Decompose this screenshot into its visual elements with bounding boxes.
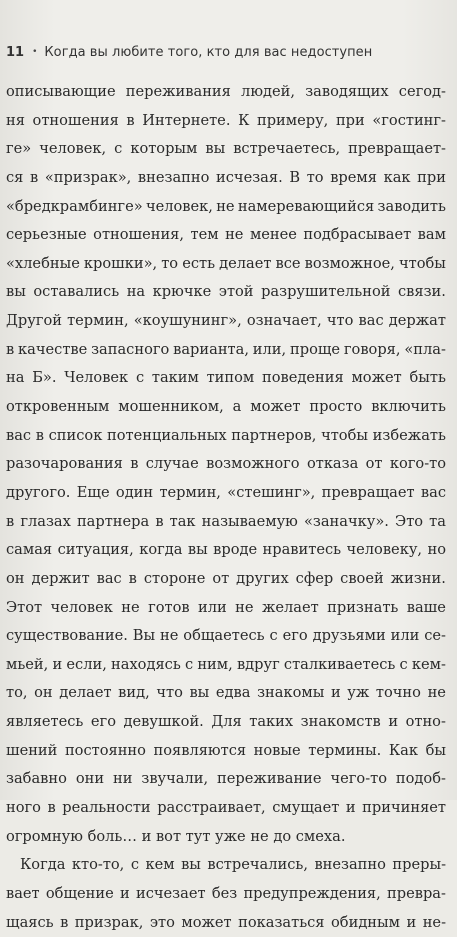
word: избежать xyxy=(372,426,446,444)
word: человек, xyxy=(145,197,213,215)
word: кого-то xyxy=(389,455,446,473)
word: друзьями xyxy=(312,627,386,645)
word: ситуация, xyxy=(57,541,134,559)
word: варианта, xyxy=(173,340,249,358)
text-line: огромную боль… и вот тут уже не до смеха. xyxy=(6,827,346,845)
word: Б». xyxy=(32,369,57,387)
text-line xyxy=(6,250,446,279)
word: говоря, xyxy=(343,340,401,358)
word: может xyxy=(181,913,232,931)
text-line xyxy=(6,565,446,594)
word: исчезая. xyxy=(216,168,283,186)
word: в xyxy=(47,799,56,817)
word: и xyxy=(330,684,341,702)
word: кем xyxy=(145,856,175,874)
word: обидным xyxy=(331,913,400,931)
word: встречались, xyxy=(207,856,308,874)
word: оставались xyxy=(33,283,120,301)
word: быть xyxy=(409,369,446,387)
word: Когда xyxy=(20,856,66,874)
word: в xyxy=(60,913,69,931)
word: вы xyxy=(6,283,26,301)
word: термин, xyxy=(67,312,129,330)
word: другого. xyxy=(6,483,71,501)
word: но xyxy=(427,541,446,559)
word: описывающие xyxy=(6,83,116,100)
word: подбрасывает xyxy=(303,226,412,244)
word: вы xyxy=(189,684,210,702)
word: потенциальных xyxy=(107,426,227,444)
chapter-title: Когда вы любите того, кто для вас недоступен xyxy=(44,44,373,60)
word: исчезает xyxy=(136,884,206,902)
word: предупреждения, xyxy=(243,884,381,902)
word: и xyxy=(406,913,417,931)
word: мьей, xyxy=(6,655,49,673)
word: термин, xyxy=(159,483,221,501)
word: просто xyxy=(309,398,363,416)
word: вы xyxy=(205,140,226,158)
word: а xyxy=(232,398,242,416)
word: превращает xyxy=(321,483,415,501)
word: или xyxy=(198,598,227,616)
word: поведения xyxy=(262,369,344,387)
word: крючке xyxy=(152,283,212,301)
word: держит xyxy=(31,569,90,587)
word: ни xyxy=(112,770,133,788)
word: переживание xyxy=(217,770,322,788)
word: подоб- xyxy=(395,770,446,788)
word: намеревающийся xyxy=(237,197,375,215)
word: разочарования xyxy=(6,455,123,473)
word: причиняет xyxy=(362,799,446,817)
word: забавно xyxy=(6,770,67,788)
word: вы xyxy=(187,541,208,559)
word: жизни. xyxy=(390,569,446,587)
word: то xyxy=(306,168,324,186)
word: связи. xyxy=(398,283,446,301)
word: «стешинг», xyxy=(227,483,316,501)
word: ваше xyxy=(406,598,446,616)
word: своей xyxy=(340,569,384,587)
word: переживания xyxy=(125,83,231,100)
word: в xyxy=(155,512,164,530)
word: которым xyxy=(130,140,198,158)
word: готов xyxy=(148,598,190,616)
word: запасного xyxy=(91,340,170,358)
word: то, xyxy=(6,684,28,702)
word: «бредкрамбинге» xyxy=(6,197,143,215)
text-line xyxy=(6,193,446,222)
text-line xyxy=(6,909,446,937)
word: человек, xyxy=(39,140,107,158)
word: он xyxy=(34,684,53,702)
word: держат xyxy=(388,312,446,330)
word: превращает- xyxy=(348,140,446,158)
word: типом xyxy=(206,369,255,387)
word: в xyxy=(128,569,137,587)
word: когда xyxy=(139,541,183,559)
text-line xyxy=(6,278,446,307)
word: при xyxy=(417,168,446,186)
word: случае xyxy=(145,455,199,473)
word: Другой xyxy=(6,312,62,330)
word: се- xyxy=(424,627,446,645)
word: Человек xyxy=(64,369,129,387)
header-separator: • xyxy=(32,47,38,57)
page-number: 11 xyxy=(6,44,25,60)
word: звучали, xyxy=(141,770,209,788)
word: крошки», xyxy=(83,254,158,272)
word: Еще xyxy=(76,483,110,501)
word: делает xyxy=(59,684,112,702)
word: он xyxy=(6,569,25,587)
word: кто-то, xyxy=(71,856,125,874)
word: вы xyxy=(181,856,201,874)
word: человеку, xyxy=(346,541,423,559)
word: заводящих xyxy=(305,83,389,100)
word: внезапно xyxy=(314,856,386,874)
text-line xyxy=(6,679,446,708)
word: Интернете. xyxy=(142,111,231,129)
word: не xyxy=(225,226,244,244)
text-line xyxy=(6,851,446,880)
word: общаетесь xyxy=(183,627,265,645)
word: кем- xyxy=(411,655,446,673)
word: бы xyxy=(425,741,446,759)
text-line xyxy=(6,794,446,823)
text-line xyxy=(6,422,446,451)
word: в xyxy=(130,455,139,473)
text-line xyxy=(6,393,446,422)
word: означает, xyxy=(246,312,322,330)
word: как xyxy=(383,168,411,186)
word: может xyxy=(351,369,402,387)
word: в xyxy=(6,340,15,358)
word: вам xyxy=(417,226,446,244)
word: серьезные xyxy=(6,226,87,244)
word: при xyxy=(335,111,365,129)
word: сфер xyxy=(295,569,334,587)
text-line xyxy=(6,479,446,508)
word: новые xyxy=(253,741,301,759)
word: не- xyxy=(422,913,446,931)
word: человек xyxy=(50,598,113,616)
word: они xyxy=(75,770,105,788)
word: называемую xyxy=(201,512,298,530)
word: этой xyxy=(218,283,254,301)
word: «гостинг- xyxy=(372,111,446,129)
word: чтобы xyxy=(399,254,446,272)
word: или xyxy=(390,627,420,645)
word: постоянно xyxy=(64,741,146,759)
text-line xyxy=(6,221,446,250)
word: возможное, xyxy=(304,254,395,272)
text-line xyxy=(6,164,446,193)
word: включить xyxy=(371,398,446,416)
word: вас xyxy=(6,426,32,444)
word: «пла- xyxy=(404,340,446,358)
word: отношения, xyxy=(93,226,185,244)
word: это xyxy=(149,913,175,931)
word: не xyxy=(235,598,254,616)
word: призрак, xyxy=(74,913,144,931)
word: девушкой. xyxy=(123,713,204,731)
word: то xyxy=(161,254,179,272)
word: качестве xyxy=(18,340,88,358)
text-line xyxy=(6,536,446,565)
word: показаться xyxy=(238,913,325,931)
word: ного xyxy=(6,799,41,817)
word: ся xyxy=(6,168,24,186)
word: в xyxy=(30,168,39,186)
word: чтобы xyxy=(321,426,368,444)
word: других xyxy=(236,569,289,587)
word: желает xyxy=(261,598,319,616)
running-header xyxy=(6,43,446,61)
text-line xyxy=(6,765,446,794)
word: не xyxy=(427,684,446,702)
text-line xyxy=(6,651,446,680)
word: от xyxy=(365,455,383,473)
word: К xyxy=(238,111,250,129)
word: ге» xyxy=(6,140,32,158)
word: вроде xyxy=(213,541,258,559)
word: «заначку». xyxy=(303,512,389,530)
word: Этот xyxy=(6,598,43,616)
word: откровенным xyxy=(6,398,110,416)
word: или, xyxy=(252,340,287,358)
text-line xyxy=(6,364,446,393)
text-line xyxy=(6,135,446,164)
word: встречаетесь, xyxy=(233,140,341,158)
word: что xyxy=(156,684,183,702)
word: в xyxy=(35,426,44,444)
word: термины. xyxy=(308,741,382,759)
word: и xyxy=(345,799,356,817)
text-line xyxy=(6,78,446,107)
word: отношения xyxy=(32,111,119,129)
word: без xyxy=(211,884,238,902)
word: ним, xyxy=(197,655,233,673)
word: мошенником, xyxy=(118,398,224,416)
word: его xyxy=(90,713,116,731)
word: Для xyxy=(211,713,242,731)
word: что xyxy=(326,312,354,330)
word: и xyxy=(52,655,63,673)
text-line xyxy=(6,594,446,623)
word: Это xyxy=(395,512,424,530)
word: ня xyxy=(6,111,25,129)
word: с xyxy=(135,369,145,387)
text-line xyxy=(6,307,446,336)
word: вид, xyxy=(118,684,150,702)
word: вас xyxy=(96,569,122,587)
word: так xyxy=(169,512,196,530)
word: тем xyxy=(190,226,219,244)
word: глазах xyxy=(20,512,71,530)
word: стороне xyxy=(143,569,206,587)
word: и xyxy=(120,884,130,902)
word: Вы xyxy=(132,627,156,645)
word: если, xyxy=(66,655,107,673)
body-text xyxy=(6,78,446,937)
word: «хлебные xyxy=(6,254,80,272)
word: разрушительной xyxy=(261,283,391,301)
text-line xyxy=(6,622,446,651)
word: может xyxy=(250,398,301,416)
word: та xyxy=(429,512,446,530)
word: самая xyxy=(6,541,53,559)
word: появляются xyxy=(153,741,247,759)
word: реальности xyxy=(62,799,151,817)
word: партнеров, xyxy=(231,426,317,444)
text-line xyxy=(6,107,446,136)
word: щаясь xyxy=(6,913,54,931)
word: менее xyxy=(249,226,297,244)
word: отно- xyxy=(405,713,446,731)
word: отказа xyxy=(306,455,359,473)
word: сегод- xyxy=(398,83,446,100)
word: знакомы xyxy=(257,684,325,702)
word: таких xyxy=(249,713,294,731)
word: преры- xyxy=(392,856,446,874)
word: на xyxy=(126,283,146,301)
word: вдруг xyxy=(236,655,280,673)
word: существование. xyxy=(6,627,128,645)
word: не xyxy=(121,598,140,616)
word: Как xyxy=(388,741,419,759)
word: превра- xyxy=(387,884,446,902)
word: таким xyxy=(151,369,199,387)
word: список xyxy=(48,426,103,444)
text-line xyxy=(6,737,446,766)
word: проще xyxy=(290,340,341,358)
word: примеру, xyxy=(256,111,329,129)
word: на xyxy=(6,369,25,387)
word: делает xyxy=(219,254,272,272)
word: смущает xyxy=(272,799,340,817)
word: с xyxy=(399,655,408,673)
word: вас xyxy=(358,312,384,330)
word: с xyxy=(114,140,123,158)
word: «призрак», xyxy=(44,168,132,186)
text-line xyxy=(6,336,446,365)
word: возможного xyxy=(206,455,300,473)
word: заводить xyxy=(377,197,446,215)
word: в xyxy=(126,111,135,129)
word: не xyxy=(160,627,179,645)
word: от xyxy=(212,569,230,587)
word: признать xyxy=(327,598,399,616)
word: и xyxy=(388,713,399,731)
word: в xyxy=(6,512,15,530)
text-line xyxy=(6,508,446,537)
word: людей, xyxy=(241,83,296,100)
text-line xyxy=(6,450,446,479)
word: расстраивает, xyxy=(157,799,266,817)
text-line xyxy=(6,708,446,737)
word: вас xyxy=(420,483,446,501)
word: сталкиваетесь xyxy=(283,655,396,673)
word: являетесь xyxy=(6,713,84,731)
word: с xyxy=(184,655,194,673)
word: чего-то xyxy=(330,770,387,788)
word: едва xyxy=(215,684,251,702)
text-line xyxy=(6,880,446,909)
word: с xyxy=(269,627,278,645)
word: нравитесь xyxy=(262,541,342,559)
word: знакомств xyxy=(300,713,381,731)
word: вает xyxy=(6,884,40,902)
word: один xyxy=(115,483,154,501)
word: уж xyxy=(347,684,370,702)
word: В xyxy=(289,168,301,186)
word: с xyxy=(130,856,139,874)
word: внезапно xyxy=(137,168,210,186)
word: «коушунинг», xyxy=(133,312,242,330)
word: находясь xyxy=(111,655,181,673)
word: не xyxy=(216,197,235,215)
word: шений xyxy=(6,741,58,759)
word: общение xyxy=(45,884,114,902)
word: точно xyxy=(375,684,421,702)
word: его xyxy=(282,627,308,645)
word: партнера xyxy=(76,512,150,530)
word: есть xyxy=(182,254,216,272)
word: все xyxy=(275,254,301,272)
word: время xyxy=(330,168,377,186)
